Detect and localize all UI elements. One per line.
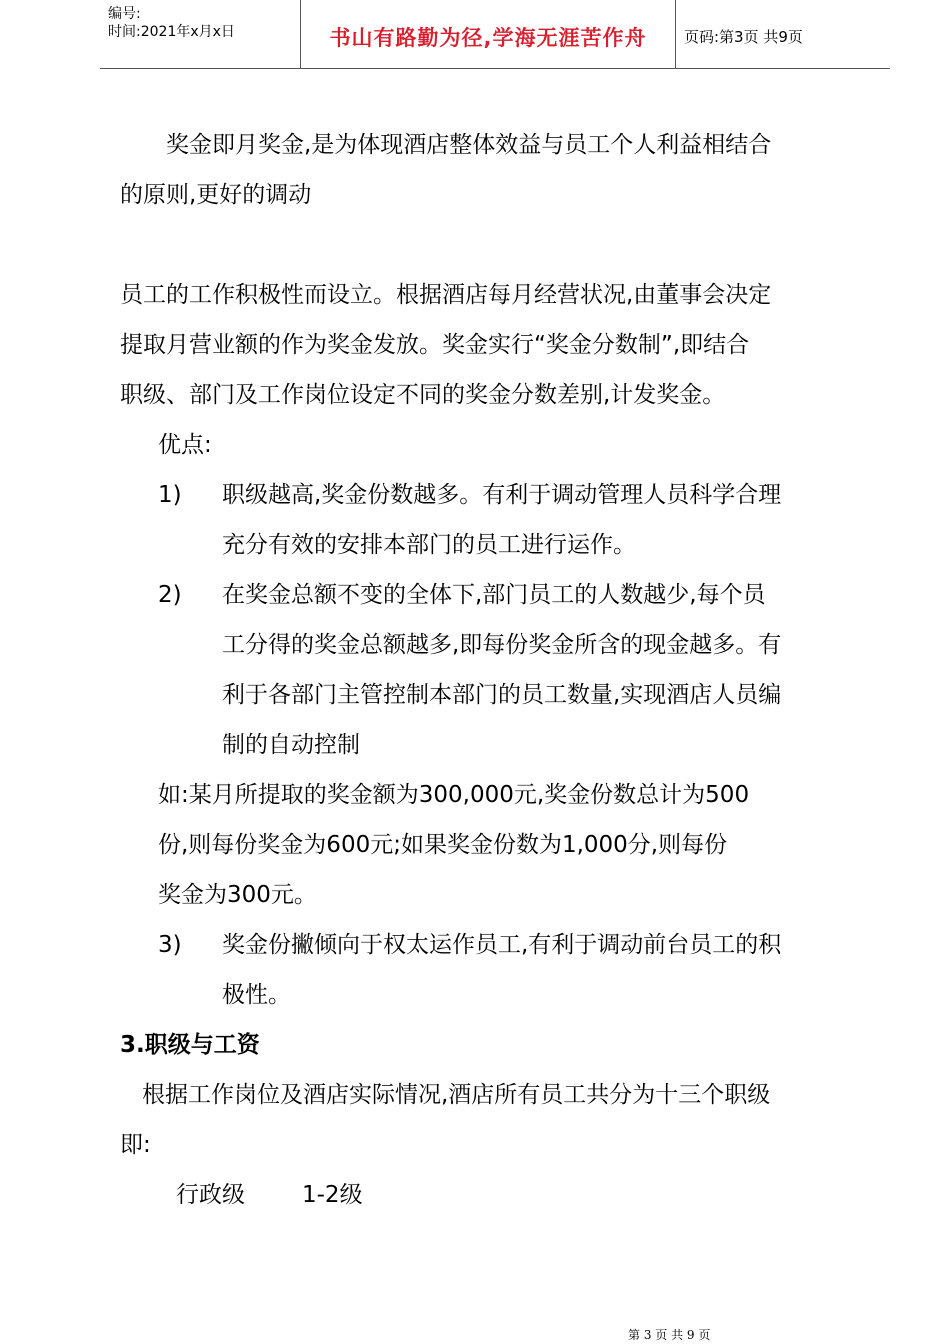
- example-line: 如:某月所提取的奖金额为300,000元,奖金份数总计为500: [158, 782, 750, 808]
- list-item-line: 充分有效的安排本部门的员工进行运作。: [222, 532, 636, 558]
- page-footer: 第 3 页 共 9 页: [628, 1328, 711, 1342]
- paragraph-line: 根据工作岗位及酒店实际情况,酒店所有员工共分为十三个职级: [142, 1082, 771, 1108]
- list-item-number: 1): [158, 482, 182, 508]
- header-motto: 书山有路勤为径,学海无涯苦作舟: [329, 26, 647, 50]
- list-item-number: 3): [158, 932, 182, 958]
- header-page-info: 页码:第3页 共9页: [684, 28, 803, 46]
- header-page-cell: [675, 0, 890, 68]
- list-item-line: 奖金份撇倾向于权太运作员工,有利于调动前台员工的积: [222, 932, 782, 958]
- advantages-label: 优点:: [158, 432, 212, 458]
- section-heading: 3.职级与工资: [120, 1032, 260, 1058]
- paragraph-line: 员工的工作积极性而设立。根据酒店每月经营状况,由董事会决定: [120, 282, 772, 308]
- paragraph-line: 的原则,更好的调动: [120, 182, 312, 208]
- list-item-line: 职级越高,奖金份数越多。有利于调动管理人员科学合理: [222, 482, 782, 508]
- document-time-label: 时间:2021年x月x日: [108, 24, 235, 40]
- document-number-label: 编号:: [108, 6, 141, 22]
- page-header: [100, 0, 890, 69]
- list-item-line: 制的自动控制: [222, 732, 360, 758]
- paragraph-line: 提取月营业额的作为奖金发放。奖金实行“奖金分数制”,即结合: [120, 332, 750, 358]
- paragraph-line: 奖金即月奖金,是为体现酒店整体效益与员工个人利益相结合: [166, 132, 772, 158]
- example-line: 份,则每份奖金为600元;如果奖金份数为1,000分,则每份: [158, 832, 728, 858]
- list-item-number: 2): [158, 582, 182, 608]
- paragraph-line: 即:: [120, 1132, 151, 1158]
- header-left-cell: [100, 0, 300, 68]
- paragraph-line: 职级、部门及工作岗位设定不同的奖金分数差别,计发奖金。: [120, 382, 726, 408]
- grade-name: 行政级: [176, 1182, 245, 1208]
- list-item-line: 工分得的奖金总额越多,即每份奖金所含的现金越多。有: [222, 632, 782, 658]
- grade-range: 1-2级: [302, 1182, 363, 1208]
- list-item-line: 极性。: [222, 982, 291, 1008]
- list-item-line: 在奖金总额不变的全体下,部门员工的人数越少,每个员: [222, 582, 766, 608]
- example-line: 奖金为300元。: [158, 882, 317, 908]
- list-item-line: 利于各部门主管控制本部门的员工数量,实现酒店人员编: [222, 682, 782, 708]
- header-motto-cell: [300, 0, 676, 68]
